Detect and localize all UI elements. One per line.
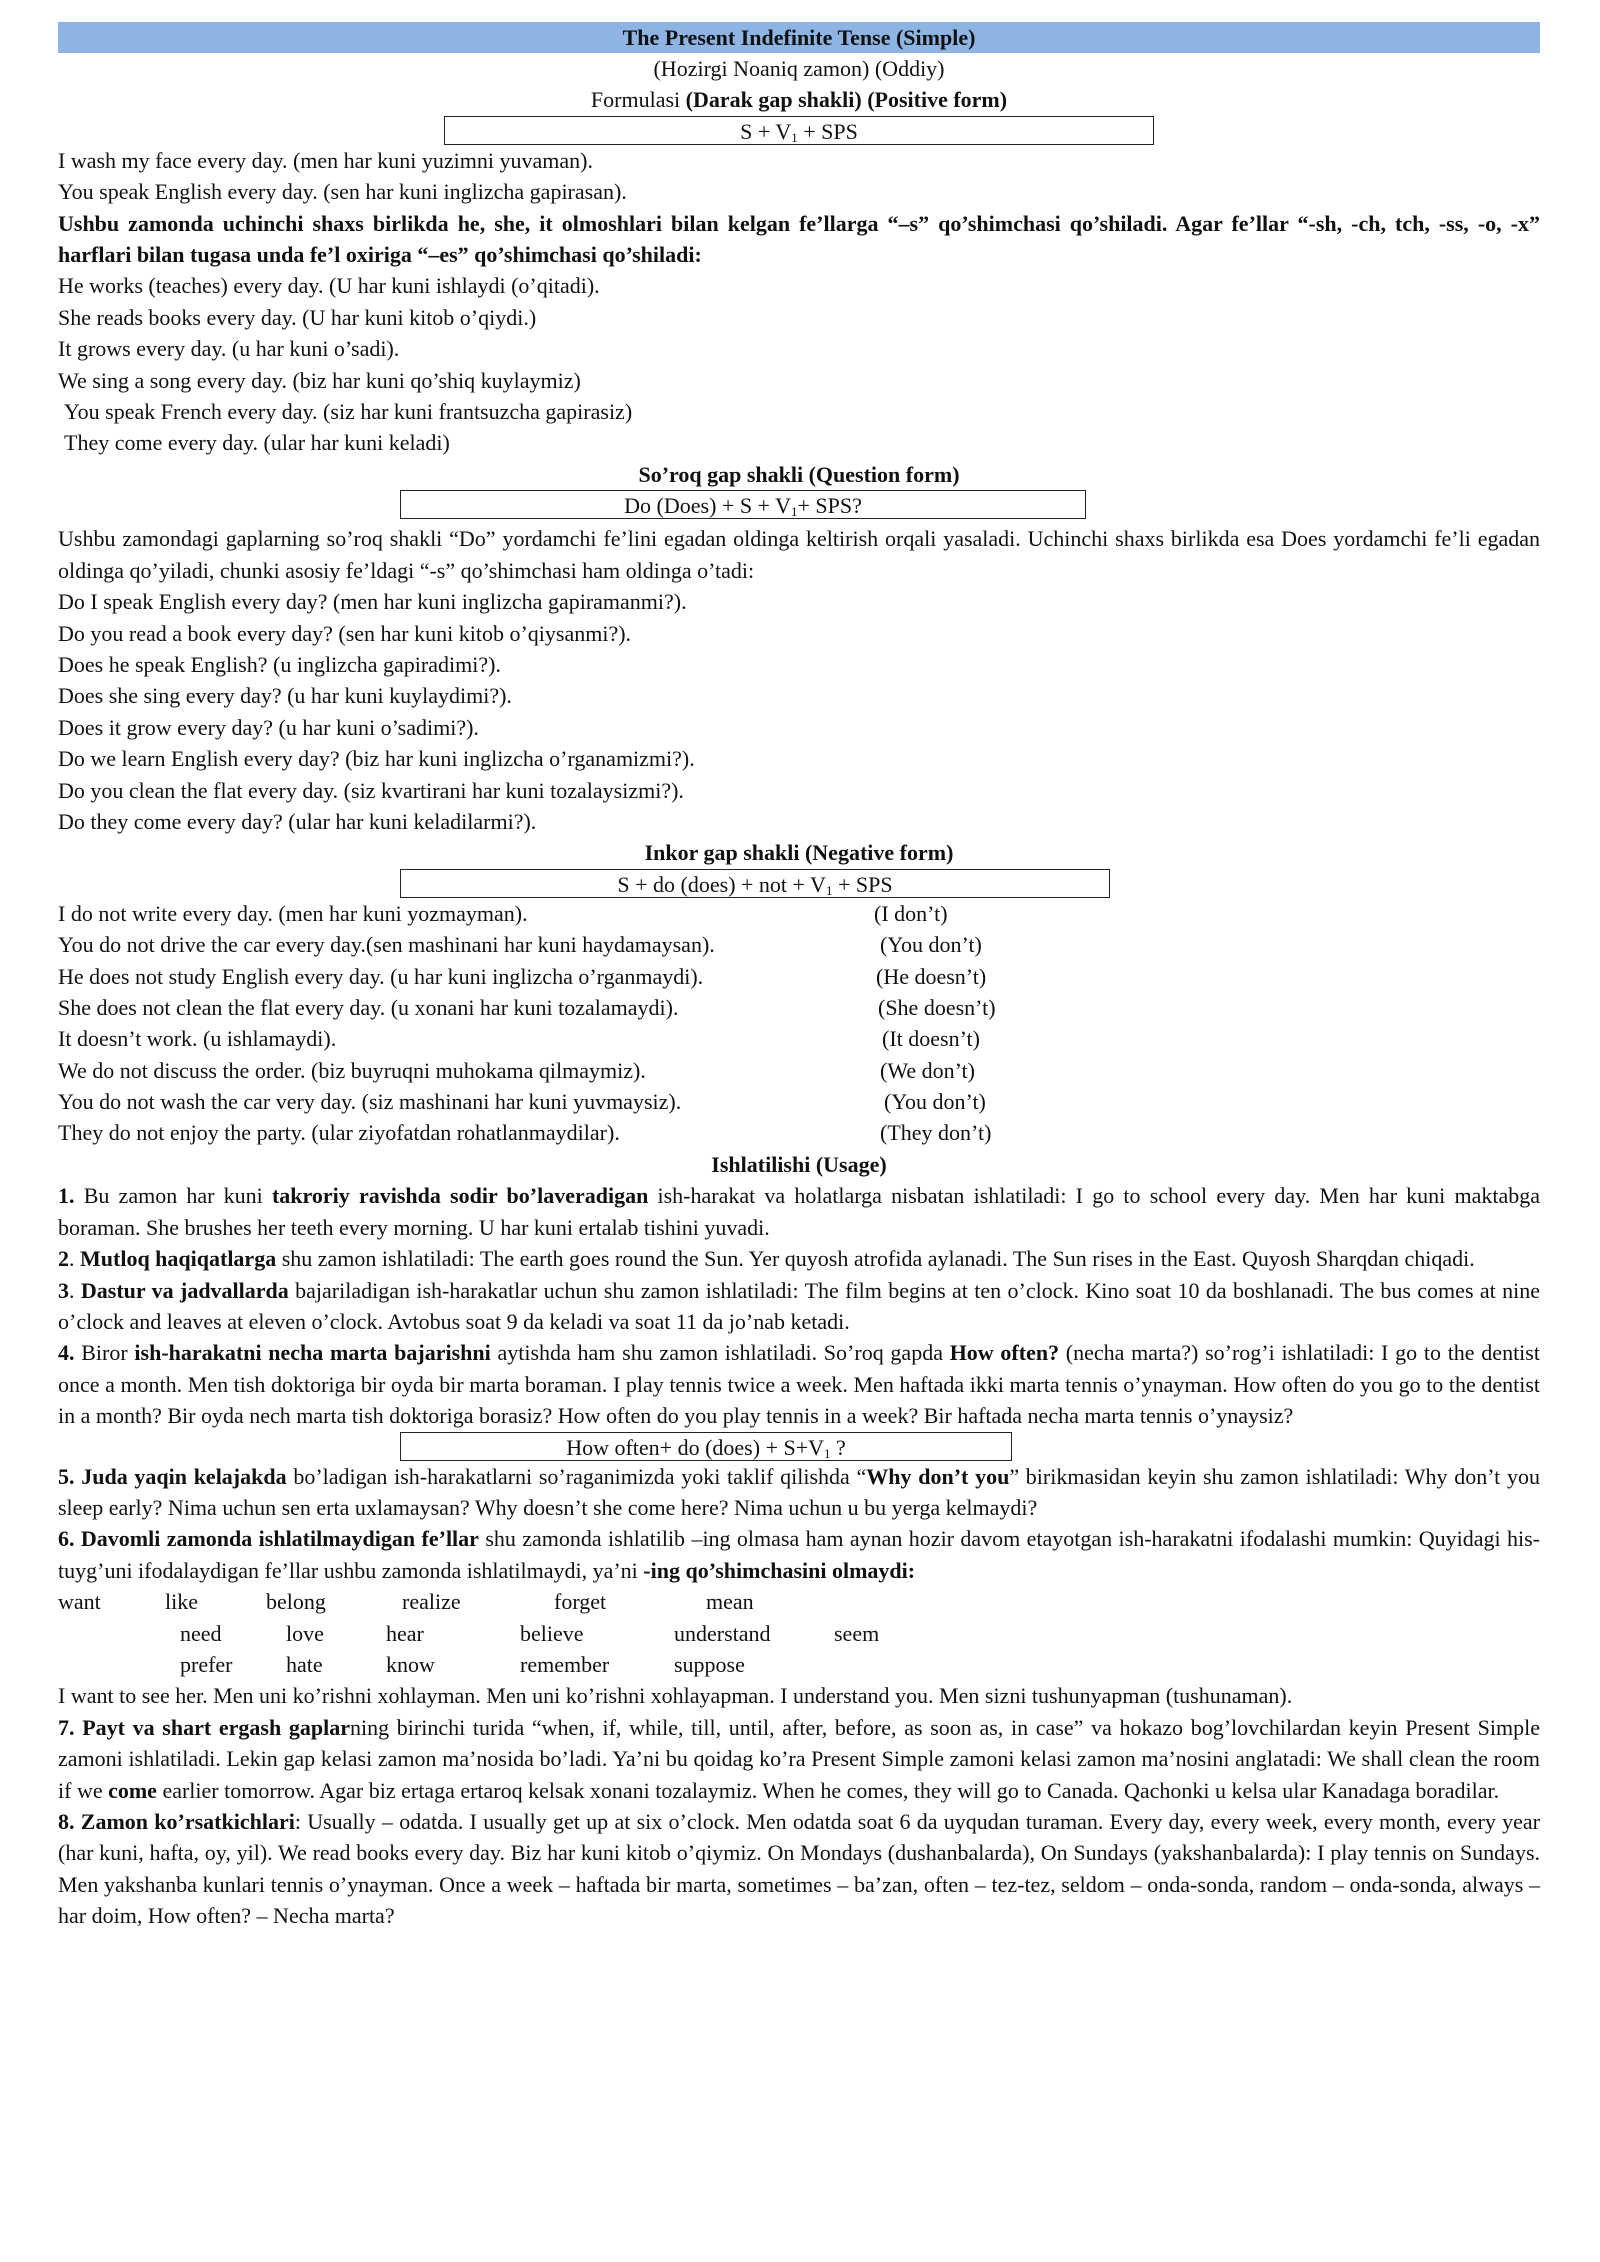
negative-row	[58, 1086, 1540, 1117]
usage-text: earlier tomorrow. Agar biz ertaga ertaroq kelsak xonani tozalaymiz. When he comes, they will go to Canada. Qachonki u kelsa ular Kanadaga boradilar.	[156, 1777, 1500, 1803]
usage-emphasis: Davomli zamonda ishlatilmaydigan fe’llar	[80, 1526, 479, 1552]
formula-text: + SPS?	[797, 493, 862, 519]
verb-item: understand	[674, 1620, 771, 1646]
question-example: Do you read a book every day? (sen har kuni kitob o’qiysanmi?).	[58, 620, 632, 646]
page-title: The Present Indefinite Tense (Simple)	[58, 22, 1540, 53]
formula-text: Do (Does) + S + V	[624, 493, 791, 519]
formula-subscript: 1	[790, 504, 798, 520]
usage-point-5	[58, 1461, 1540, 1524]
positive-heading-bold: (Darak gap shakli) (Positive form)	[685, 87, 1008, 113]
question-heading: So’roq gap shakli (Question form)	[638, 461, 960, 487]
formula-text: ?	[830, 1434, 846, 1460]
usage-point-7	[58, 1712, 1540, 1806]
question-example: Do I speak English every day? (men har kuni inglizcha gapiramanmi?).	[58, 589, 687, 615]
usage-emphasis: Zamon ko’rsatkichlari	[80, 1808, 295, 1834]
usage-text: aytishda ham shu zamon ishlatiladi. So’roq gapda	[490, 1340, 950, 1366]
negative-example: It doesn’t work. (u ishlamaydi).	[58, 1026, 337, 1052]
verb-item: know	[386, 1651, 435, 1677]
question-example: Do you clean the flat every day. (siz kvartirani har kuni tozalaysizmi?).	[58, 777, 684, 803]
usage-point-6	[58, 1523, 1540, 1586]
usage-point-3	[58, 1275, 1540, 1338]
positive-heading-plain: Formulasi	[590, 87, 686, 113]
verb-list-row	[58, 1618, 1540, 1649]
question-example: Does she sing every day? (u har kuni kuylaydimi?).	[58, 683, 512, 709]
verb-item: like	[165, 1589, 198, 1615]
usage-number: 2	[58, 1246, 69, 1272]
formula-text: + SPS	[797, 118, 858, 144]
usage-emphasis: How often?	[949, 1340, 1060, 1366]
usage-point-8	[58, 1806, 1540, 1932]
verb-item: hear	[386, 1620, 424, 1646]
verb-item: believe	[520, 1620, 584, 1646]
negative-short-form: (They don’t)	[880, 1120, 992, 1146]
negative-short-form: (We don’t)	[880, 1057, 975, 1083]
usage-number: 6.	[58, 1526, 75, 1552]
negative-example: He does not study English every day. (u har kuni inglizcha o’rganmaydi).	[58, 963, 704, 989]
negative-row	[58, 1055, 1540, 1086]
usage-emphasis: Juda yaqin kelajakda	[81, 1463, 287, 1489]
how-often-formula-box	[400, 1432, 1012, 1461]
verb-item: hate	[286, 1651, 323, 1677]
negative-formula-box	[400, 869, 1110, 898]
usage-number: 4.	[58, 1340, 75, 1366]
usage-text: : Usually – odatda. I usually get up at six o’clock. Men odatda soat 6 da uyqudan turaman. Every day, every week, every month, every year (har kuni, hafta, oy, yil). We read books every day. Biz har kuni kitob o’qiymiz. On Mondays (dushanbalarda), On Sundays (yakshanbalarda): I play tennis on Sundays. Men yakshanba kunlari tennis o’ynayman. Once a week – haftada bir marta, sometimes – ba’zan, often – tez-tez, seldom – onda-sonda, random – onda-sonda, always – har doim, How often? – Necha marta?	[58, 1808, 1540, 1929]
usage-text: bajariladigan ish-harakatlar uchun shu zamon ishlatiladi: The film begins at ten o’clock. Kino soat 10 da boshlanadi. The bus comes at nine o’clock and leaves at eleven o’clock. Avtobus soat 9 da keladi va soat 11 da jo’nab ketadi.	[58, 1277, 1540, 1334]
negative-row	[58, 961, 1540, 992]
positive-heading	[58, 84, 1540, 115]
positive-example: He works (teaches) every day. (U har kuni ishlaydi (o’qitadi).	[58, 273, 600, 299]
usage-text: Biror	[74, 1340, 135, 1366]
formula-text: How often+ do (does) + S+V	[566, 1434, 825, 1460]
negative-example: She does not clean the flat every day. (u xonani har kuni tozalamaydi).	[58, 994, 679, 1020]
negative-row	[58, 1023, 1540, 1054]
negative-example: We do not discuss the order. (biz buyruqni muhokama qilmaymiz).	[58, 1057, 646, 1083]
verb-item: need	[180, 1620, 222, 1646]
negative-heading: Inkor gap shakli (Negative form)	[644, 840, 954, 866]
positive-example: She reads books every day. (U har kuni kitob o’qiydi.)	[58, 304, 537, 330]
positive-example: We sing a song every day. (biz har kuni qo’shiq kuylaymiz)	[58, 367, 581, 393]
formula-subscript: 1	[791, 129, 798, 145]
question-formula-box	[400, 490, 1086, 519]
verb-item: remember	[520, 1651, 610, 1677]
verb-item: forget	[554, 1589, 607, 1615]
usage-emphasis: come	[108, 1777, 157, 1803]
usage-emphasis: Why don’t you	[866, 1463, 1010, 1489]
formula-subscript: 1	[825, 882, 833, 898]
usage-emphasis: takroriy ravishda sodir bo’laveradigan	[271, 1183, 649, 1209]
negative-short-form: (You don’t)	[880, 932, 982, 958]
negative-row	[58, 1117, 1540, 1148]
verb-item: realize	[402, 1589, 461, 1615]
verb-item: suppose	[674, 1651, 745, 1677]
positive-example: It grows every day. (u har kuni o’sadi).	[58, 336, 400, 362]
question-rule: Ushbu zamondagi gaplarning so’roq shakli “Do” yordamchi fe’lini egadan oldinga keltirish orqali yasaladi. Uchinchi shaxs birlikda esa Does yordamchi fe’li egadan oldinga qo’yiladi, chunki asosiy fe’ldagi “-s” qo’shimchasi ham oldinga o’tadi:	[58, 526, 1540, 583]
usage-text: (necha marta?) so’rog’i ishlatiladi: I go to the dentist once a month. Men tish doktoriga bir oyda bir marta boraman. I play tennis twice a week. Men haftada ikki marta tennis o’ynayman. How often do you go to the dentist in a month? Bir oyda nech marta tish doktoriga borasiz? How often do you play tennis in a week? Bir haftada necha marta tennis o’ynaysiz?	[58, 1340, 1540, 1429]
subtitle: (Hozirgi Noaniq zamon) (Oddiy)	[653, 56, 945, 81]
verb-item: want	[58, 1589, 101, 1615]
formula-text: + SPS	[832, 871, 893, 897]
question-example: Does it grow every day? (u har kuni o’sadimi?).	[58, 714, 479, 740]
formula-text: S + do (does) + not + V	[617, 871, 826, 897]
usage-emphasis: Payt va shart ergash gaplar	[82, 1714, 350, 1740]
usage-emphasis: ish-harakatni necha marta bajarishni	[134, 1340, 491, 1366]
document-page	[58, 22, 1540, 1932]
usage-point-4	[58, 1337, 1540, 1431]
usage-text: bo’ladigan ish-harakatlarni so’raganimizda yoki taklif qilishda “	[286, 1463, 867, 1489]
usage-emphasis: -ing qo’shimchasini olmaydi:	[643, 1557, 916, 1583]
verb-list-row	[58, 1586, 1540, 1617]
verb-item: seem	[834, 1620, 880, 1646]
negative-example: They do not enjoy the party. (ular ziyofatdan rohatlanmaydilar).	[58, 1120, 620, 1146]
negative-row	[58, 992, 1540, 1023]
positive-rule: Ushbu zamonda uchinchi shaxs birlikda he, she, it olmoshlari bilan kelgan fe’llarga “–s” qo’shimchasi qo’shiladi. Agar fe’llar “-sh, -ch, tch, -ss, -o, -x” harflari bilan tugasa unda fe’l oxiriga “–es” qo’shimchasi qo’shiladi:	[58, 210, 1540, 268]
usage-point-2	[58, 1243, 1540, 1274]
positive-example: I wash my face every day. (men har kuni yuzimni yuvaman).	[58, 147, 593, 173]
usage-text: shu zamon ishlatiladi: The earth goes round the Sun. Yer quyosh atrofida aylanadi. The Sun rises in the East. Quyosh Sharqdan chiqadi.	[276, 1246, 1475, 1272]
verb-list-row	[58, 1649, 1540, 1680]
negative-short-form: (I don’t)	[874, 900, 948, 926]
negative-example: You do not drive the car every day.(sen mashinani har kuni haydamaysan).	[58, 932, 715, 958]
usage-point-6-example: I want to see her. Men uni ko’rishni xohlayman. Men uni ko’rishni xohlayapman. I understand you. Men sizni tushunyapman (tushunaman).	[58, 1683, 1293, 1709]
positive-example: You speak French every day. (siz har kuni frantsuzcha gapirasiz)	[64, 399, 633, 425]
formula-subscript: 1	[824, 1445, 831, 1461]
usage-number: 3	[58, 1277, 69, 1303]
usage-point-1	[58, 1180, 1540, 1243]
usage-number: 1.	[58, 1183, 75, 1209]
usage-text: Bu zamon har kuni	[74, 1183, 272, 1209]
negative-short-form: (He doesn’t)	[876, 963, 987, 989]
question-example: Does he speak English? (u inglizcha gapiradimi?).	[58, 651, 501, 677]
negative-row	[58, 898, 1540, 929]
verb-item: love	[286, 1620, 324, 1646]
usage-text: .	[69, 1246, 80, 1272]
usage-text: ish-harakat va holatlarga nisbatan ishlatiladi: I go to school every day. Men har kuni maktabga boraman. She brushes her teeth every morning. U har kuni ertalab tishini yuvadi.	[58, 1183, 1540, 1240]
question-example: Do we learn English every day? (biz har kuni inglizcha o’rganamizmi?).	[58, 746, 695, 772]
positive-formula-box	[444, 116, 1154, 145]
positive-example: They come every day. (ular har kuni keladi)	[64, 430, 450, 456]
usage-text: ” birikmasidan keyin shu zamon ishlatiladi: Why don’t you sleep early? Nima uchun sen erta uxlamaysan? Why doesn’t she come here? Nima uchun u bu yerga kelmaydi?	[58, 1463, 1540, 1520]
negative-short-form: (You don’t)	[884, 1089, 986, 1115]
usage-number: 5.	[58, 1463, 75, 1489]
usage-heading: Ishlatilishi (Usage)	[711, 1151, 887, 1177]
verb-item: mean	[706, 1589, 754, 1615]
verb-item: belong	[266, 1589, 326, 1615]
usage-text: shu zamonda ishlatilib –ing olmasa ham aynan hozir davom etayotgan ish-harakatni ifodalashi mumkin: Quyidagi his-tuyg’uni ifodalaydigan fe’llar ushbu zamonda ishlatilmaydi, ya’ni	[58, 1526, 1541, 1583]
usage-text: .	[69, 1277, 81, 1303]
usage-emphasis: Mutloq haqiqatlarga	[80, 1246, 277, 1272]
positive-example: You speak English every day. (sen har kuni inglizcha gapirasan).	[58, 179, 627, 205]
negative-example: You do not wash the car very day. (siz mashinani har kuni yuvmaysiz).	[58, 1089, 682, 1115]
question-example: Do they come every day? (ular har kuni keladilarmi?).	[58, 808, 537, 834]
negative-row	[58, 929, 1540, 960]
usage-emphasis: Dastur va jadvallarda	[80, 1277, 289, 1303]
negative-example: I do not write every day. (men har kuni yozmayman).	[58, 900, 528, 926]
negative-short-form: (She doesn’t)	[878, 994, 996, 1020]
formula-text: S + V	[740, 118, 792, 144]
negative-short-form: (It doesn’t)	[882, 1026, 980, 1052]
usage-number: 7.	[58, 1714, 75, 1740]
verb-item: prefer	[180, 1651, 233, 1677]
usage-text: ning birinchi turida “when, if, while, till, until, after, before, as soon as, in case” va hokazo bog’lovchilardan keyin Present Simple zamoni ishlatiladi. Lekin gap kelasi zamon ma’nosida bo’ladi. Ya’ni bu qoidag ko’ra Present Simple zamoni kelasi zamon ma’nosini anglatadi: We shall clean the room if we	[58, 1714, 1541, 1803]
usage-number: 8.	[58, 1808, 75, 1834]
